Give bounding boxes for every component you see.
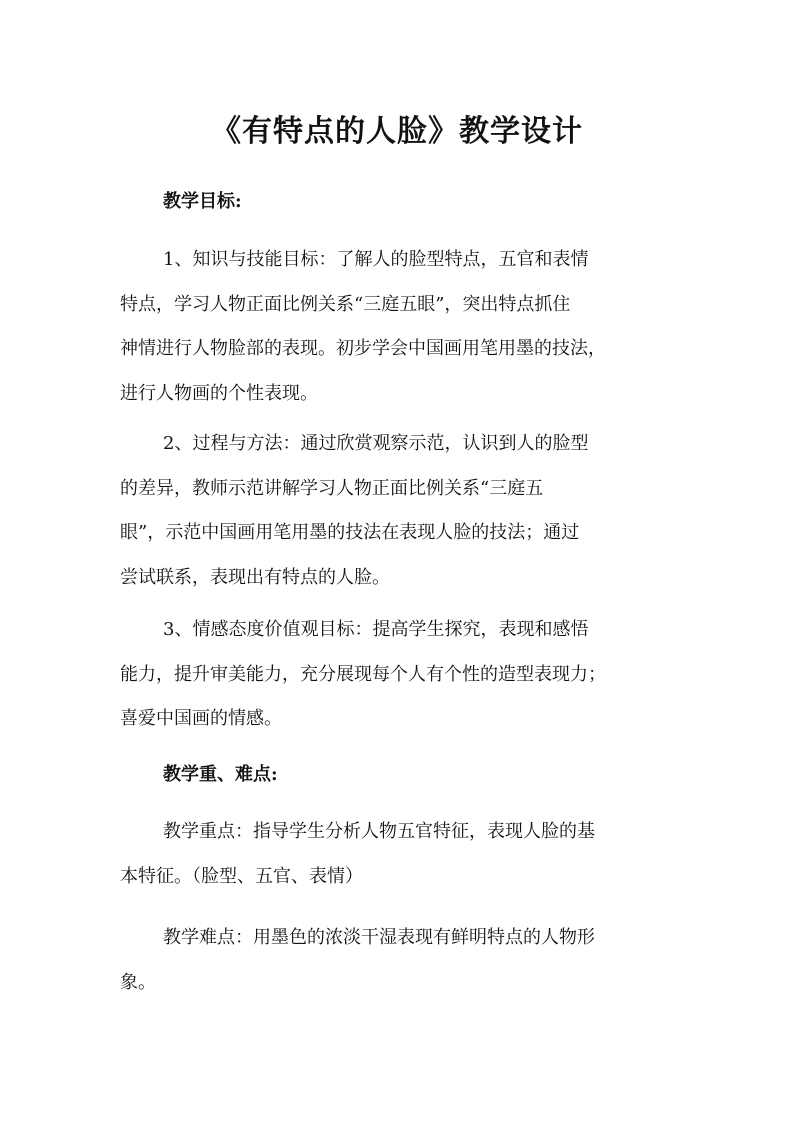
paragraph-line: 教学重点：指导学生分析人物五官特征，表现人脸的基 [163, 821, 595, 842]
paragraph-emotion-values [120, 608, 680, 742]
paragraph-line: 教学难点：用墨色的浓淡干湿表现有鲜明特点的人物形 [163, 927, 595, 948]
document-title: 《有特点的人脸》教学设计 [211, 114, 583, 149]
paragraph-process-method [120, 422, 680, 600]
section-heading-objectives: 教学目标: [163, 191, 242, 212]
paragraph-line: 象。 [120, 971, 156, 993]
paragraph-line: 能力，提升审美能力，充分展现每个人有个性的造型表现力； [120, 663, 606, 685]
paragraph-line: 1、知识与技能目标：了解人的脸型特点，五官和表情 [163, 249, 589, 270]
paragraph-line: 本特征。（脸型、五官、表情） [120, 865, 363, 887]
paragraph-key-point [120, 810, 680, 899]
paragraph-line: 尝试联系，表现出有特点的人脸。 [120, 566, 390, 588]
paragraph-knowledge-skills [120, 238, 680, 416]
paragraph-line: 喜爱中国画的情感。 [120, 708, 282, 729]
paragraph-line: 特点，学习人物正面比例关系“三庭五眼”，突出特点抓住 [120, 293, 571, 315]
section-heading-key-points: 教学重、难点: [163, 764, 278, 785]
paragraph-line: 2、过程与方法：通过欣赏观察示范，认识到人的脸型 [163, 433, 589, 454]
paragraph-difficult-point [120, 916, 680, 1005]
paragraph-line: 3、情感态度价值观目标：提高学生探究，表现和感悟 [163, 619, 589, 640]
paragraph-line: 眼”，示范中国画用笔用墨的技法在表现人脸的技法；通过 [120, 522, 580, 543]
paragraph-line: 进行人物画的个性表现。 [120, 382, 318, 404]
paragraph-line: 的差异，教师示范讲解学习人物正面比例关系“三庭五 [120, 477, 544, 499]
paragraph-line: 神情进行人物脸部的表现。初步学会中国画用笔用墨的技法， [120, 338, 606, 359]
